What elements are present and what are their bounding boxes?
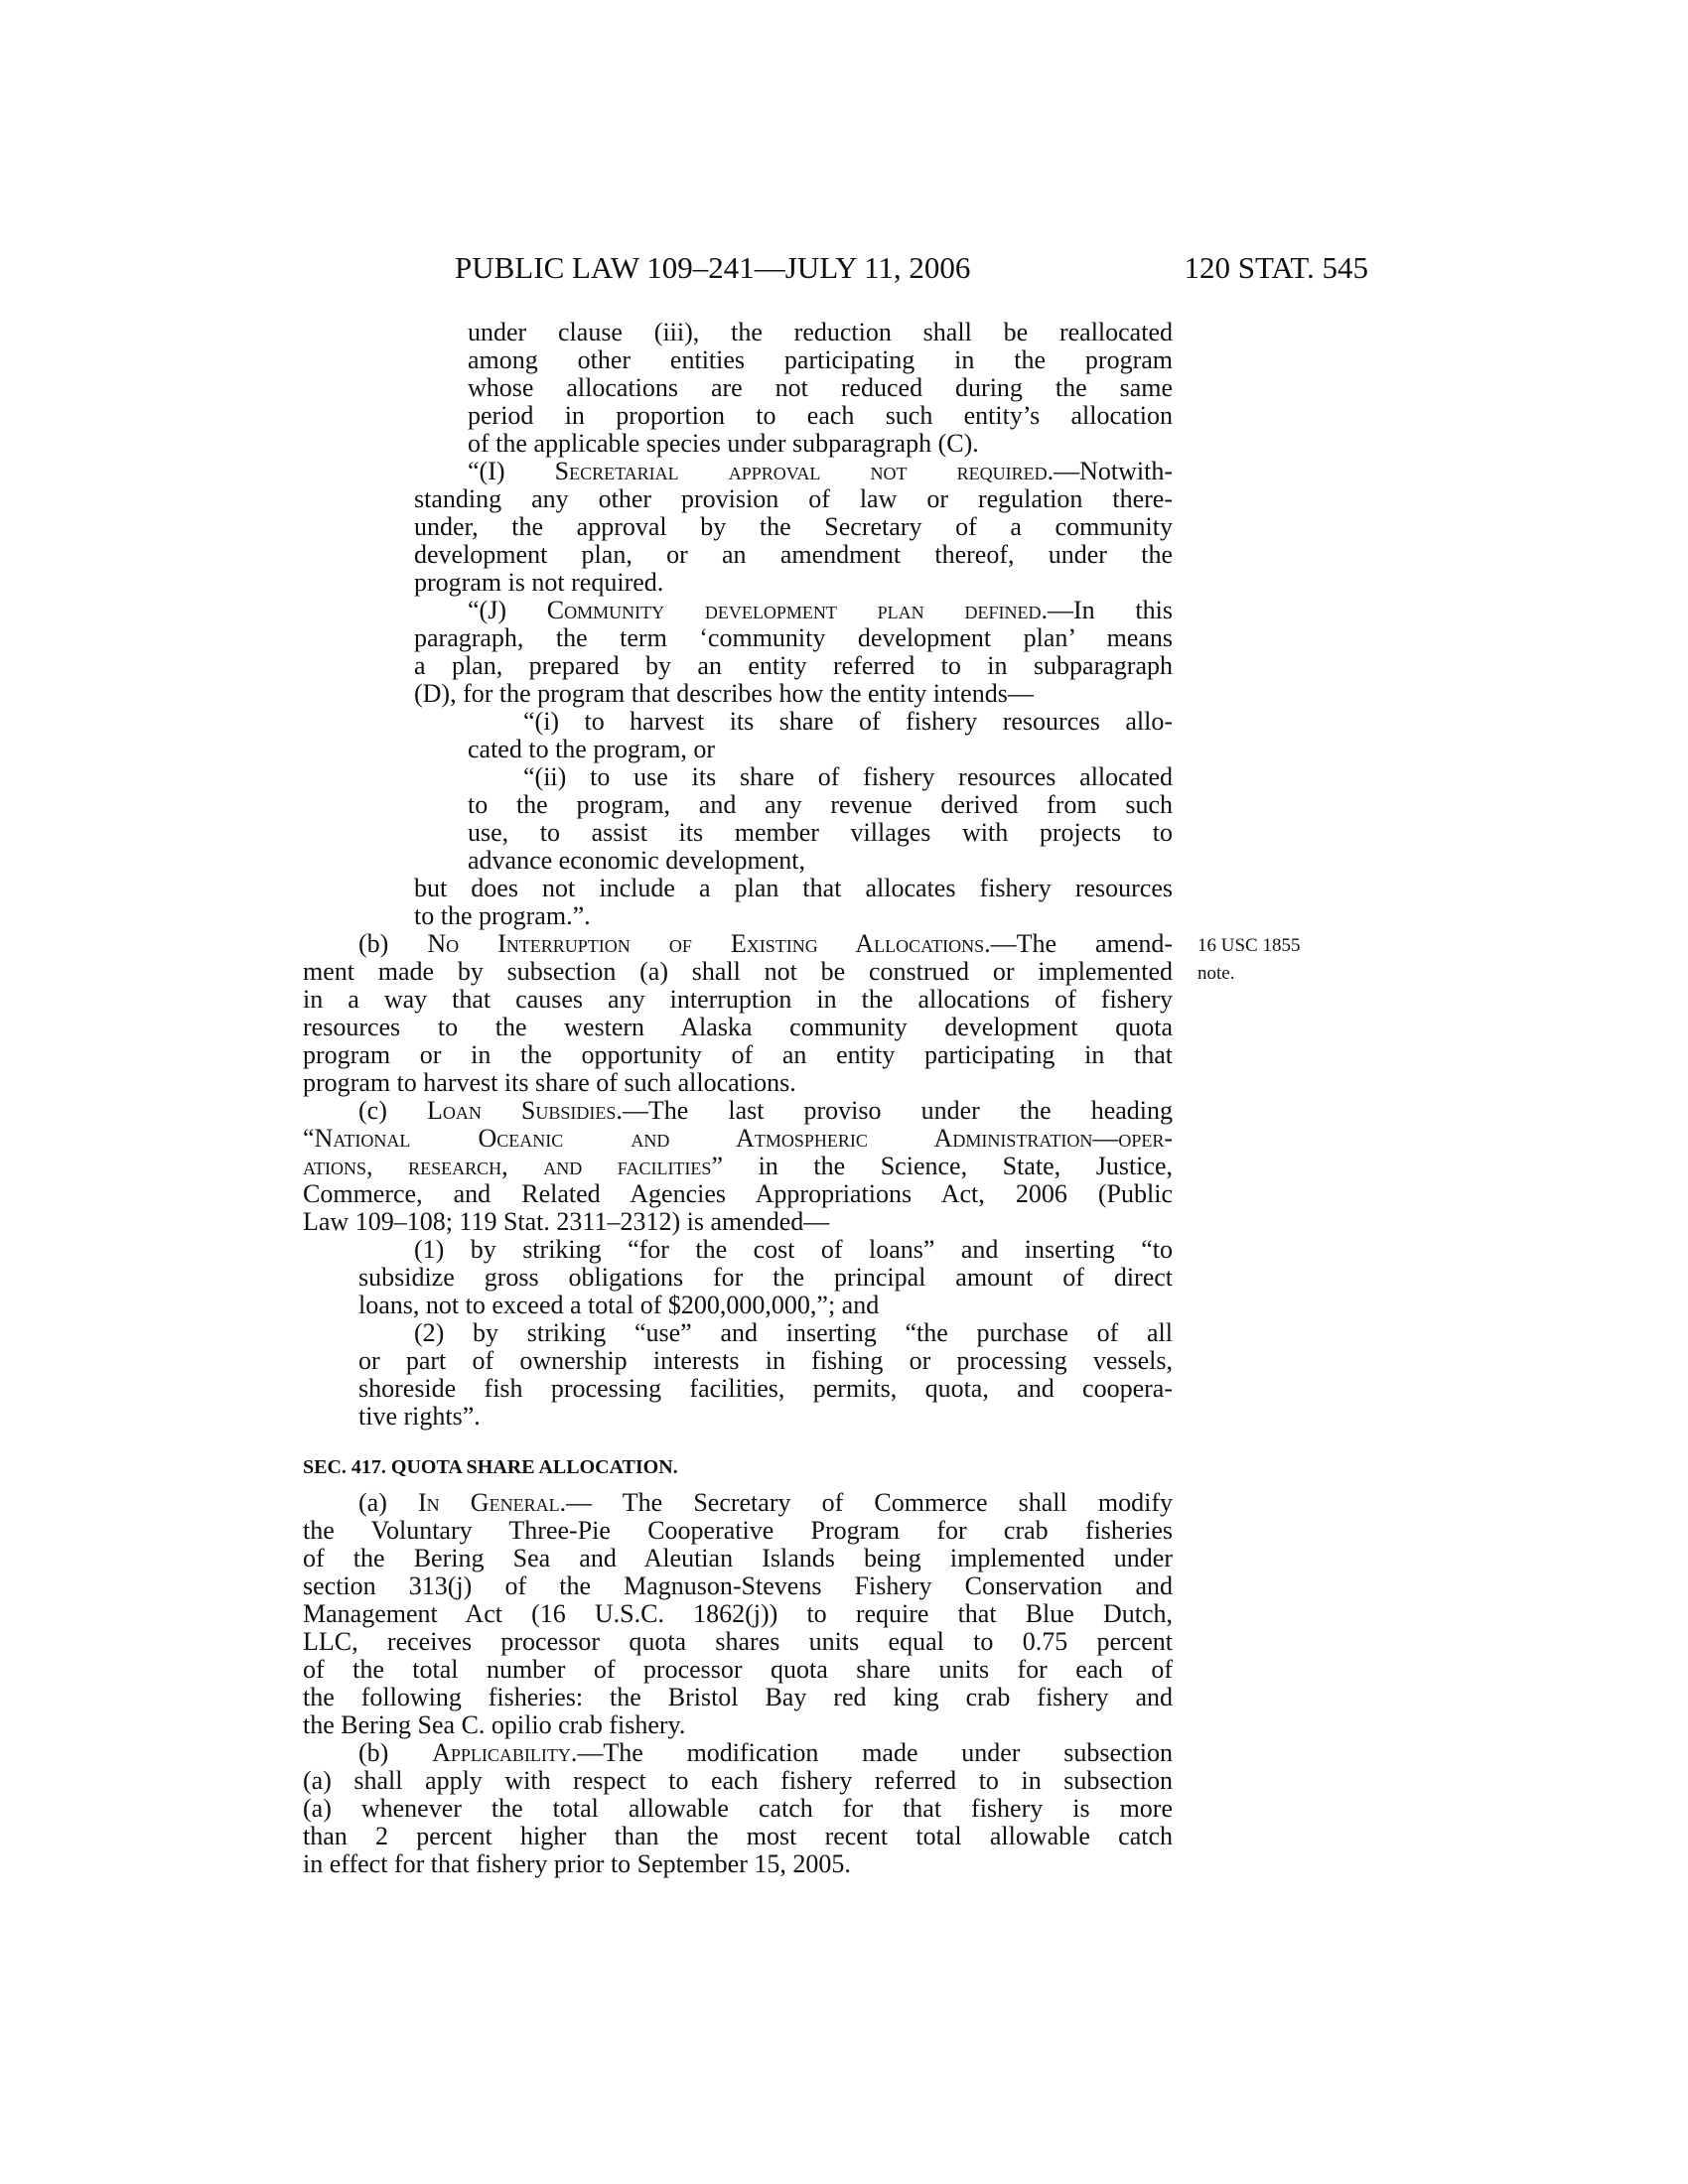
small-caps-heading: Applicability. — [432, 1738, 578, 1767]
text-line: the following fisheries: the Bristol Bay red king crab fishery and — [303, 1683, 1173, 1711]
text-segment: —The modification made under subsection — [577, 1738, 1173, 1767]
text-line — [358, 1097, 1173, 1125]
text-line: of the Bering Sea and Aleutian Islands being implemented under — [303, 1544, 1173, 1572]
text-line: loans, not to exceed a total of $200,000,000,”; and — [358, 1291, 880, 1319]
paragraph — [0, 1739, 1688, 1878]
text-segment: —The last proviso under the heading — [622, 1096, 1173, 1125]
text-line — [468, 458, 1173, 485]
text-segment: (c) — [358, 1096, 427, 1125]
text-line: program is not required. — [414, 568, 664, 597]
document-body — [0, 319, 1688, 1878]
text-line: program or in the opportunity of an entity participating in that — [303, 1040, 1173, 1069]
paragraph — [0, 1097, 1688, 1236]
paragraph — [0, 708, 1688, 763]
text-line: in effect for that fishery prior to September 15, 2005. — [303, 1849, 851, 1878]
text-line: of the applicable species under subparagraph (C). — [468, 429, 979, 458]
text-line: resources to the western Alaska community development quota — [303, 1013, 1173, 1041]
text-segment: (b) — [358, 929, 428, 958]
text-line — [303, 1153, 1173, 1180]
small-caps-heading: Community development plan defined. — [546, 596, 1048, 624]
text-segment: (a) — [358, 1488, 418, 1517]
text-line: but does not include a plan that allocates fishery resources — [414, 874, 1173, 902]
small-caps-heading: National Oceanic and Atmospheric Administration—oper- — [314, 1124, 1173, 1153]
text-line: paragraph, the term ‘community development plan’ means — [414, 623, 1173, 652]
paragraph — [0, 763, 1688, 875]
text-line: under, the approval by the Secretary of a community — [414, 512, 1173, 541]
text-line: of the total number of processor quota share units for each of — [303, 1655, 1173, 1684]
text-line: standing any other provision of law or regulation there- — [414, 484, 1173, 513]
text-line: than 2 percent higher than the most recent total allowable catch — [303, 1822, 1173, 1850]
text-line: the Voluntary Three-Pie Cooperative Program for crab fisheries — [303, 1516, 1173, 1545]
text-line: “(i) to harvest its share of fishery resources allo- — [523, 707, 1173, 736]
text-line: “(ii) to use its share of fishery resources allocated — [523, 762, 1173, 791]
page-number: 120 STAT. 545 — [1184, 250, 1368, 285]
text-line: use, to assist its member villages with projects to — [468, 818, 1173, 847]
text-line: development plan, or an amendment thereof, under the — [414, 540, 1173, 569]
text-line — [358, 930, 1173, 958]
text-segment: — The Secretary of Commerce shall modify — [566, 1488, 1173, 1517]
paragraph — [0, 1489, 1688, 1739]
text-line: under clause (iii), the reduction shall be reallocated — [468, 318, 1173, 346]
text-line: among other entities participating in the program — [468, 345, 1173, 374]
text-line: advance economic development, — [468, 846, 806, 875]
text-line: (a) whenever the total allowable catch for that fishery is more — [303, 1794, 1173, 1823]
small-caps-heading: Secretarial approval not required. — [554, 457, 1055, 485]
text-line: or part of ownership interests in fishing or processing vessels, — [358, 1346, 1173, 1375]
text-line: (a) shall apply with respect to each fishery referred to in subsection — [303, 1766, 1173, 1795]
text-line — [303, 1125, 1173, 1153]
paragraph — [0, 930, 1688, 1097]
section-417-heading: SEC. 417. QUOTA SHARE ALLOCATION. — [303, 1456, 678, 1478]
text-segment: —In this — [1047, 596, 1173, 624]
text-line: LLC, receives processor quota shares units equal to 0.75 percent — [303, 1627, 1173, 1656]
text-line: shoreside fish processing facilities, permits, quota, and coopera- — [358, 1374, 1173, 1403]
text-segment: —Notwith- — [1054, 457, 1174, 485]
text-segment: “ — [303, 1124, 315, 1153]
text-line: Law 109–108; 119 Stat. 2311–2312) is amended— — [303, 1207, 830, 1236]
text-line: program to harvest its share of such allocations. — [303, 1068, 796, 1097]
text-line: section 313(j) of the Magnuson-Stevens Fishery Conservation and — [303, 1571, 1173, 1600]
section-416-continuation — [0, 319, 1688, 1431]
paragraph — [0, 875, 1688, 930]
text-line: whose allocations are not reduced during the same — [468, 373, 1173, 402]
text-line: (2) by striking “use” and inserting “the purchase of all — [414, 1318, 1173, 1347]
text-segment: —The amend- — [990, 929, 1173, 958]
paragraph — [0, 597, 1688, 708]
text-segment: ” in the Science, State, Justice, — [711, 1152, 1173, 1180]
margin-note-suffix: note. — [1197, 963, 1235, 984]
text-line: to the program, and any revenue derived from such — [468, 790, 1173, 819]
text-segment: “(J) — [468, 596, 547, 624]
text-segment: “(I) — [468, 457, 555, 485]
small-caps-heading: Loan Subsidies. — [426, 1096, 623, 1125]
small-caps-heading: ations, research, and facilities — [303, 1152, 712, 1180]
text-line: Management Act (16 U.S.C. 1862(j)) to require that Blue Dutch, — [303, 1599, 1173, 1628]
section-417-body — [0, 1489, 1688, 1878]
paragraph — [0, 458, 1688, 597]
paragraph — [0, 319, 1688, 458]
text-line — [358, 1489, 1173, 1517]
paragraph — [0, 1236, 1688, 1319]
text-line: the Bering Sea C. opilio crab fishery. — [303, 1710, 686, 1739]
text-segment: (b) — [358, 1738, 433, 1767]
text-line: Commerce, and Related Agencies Appropriations Act, 2006 (Public — [303, 1179, 1173, 1208]
text-line: a plan, prepared by an entity referred to in subparagraph — [414, 651, 1173, 680]
text-line — [468, 597, 1173, 624]
text-line: period in proportion to each such entity’s allocation — [468, 401, 1173, 430]
small-caps-heading: No Interruption of Existing Allocations. — [427, 929, 991, 958]
text-line: (D), for the program that describes how the entity intends— — [414, 679, 1034, 708]
running-header-title: PUBLIC LAW 109–241—JULY 11, 2006 — [455, 250, 971, 285]
text-line — [358, 1739, 1173, 1767]
text-line: in a way that causes any interruption in the allocations of fishery — [303, 985, 1173, 1014]
paragraph — [0, 1319, 1688, 1431]
text-line: (1) by striking “for the cost of loans” and inserting “to — [414, 1235, 1173, 1264]
text-line: cated to the program, or — [468, 735, 716, 763]
small-caps-heading: In General. — [418, 1488, 567, 1517]
text-line: to the program.”. — [414, 901, 591, 930]
text-line: ment made by subsection (a) shall not be construed or implemented — [303, 957, 1173, 986]
text-line: subsidize gross obligations for the principal amount of direct — [358, 1263, 1173, 1292]
text-line: tive rights”. — [358, 1402, 481, 1431]
margin-note-citation: 16 USC 1855 — [1197, 935, 1301, 956]
